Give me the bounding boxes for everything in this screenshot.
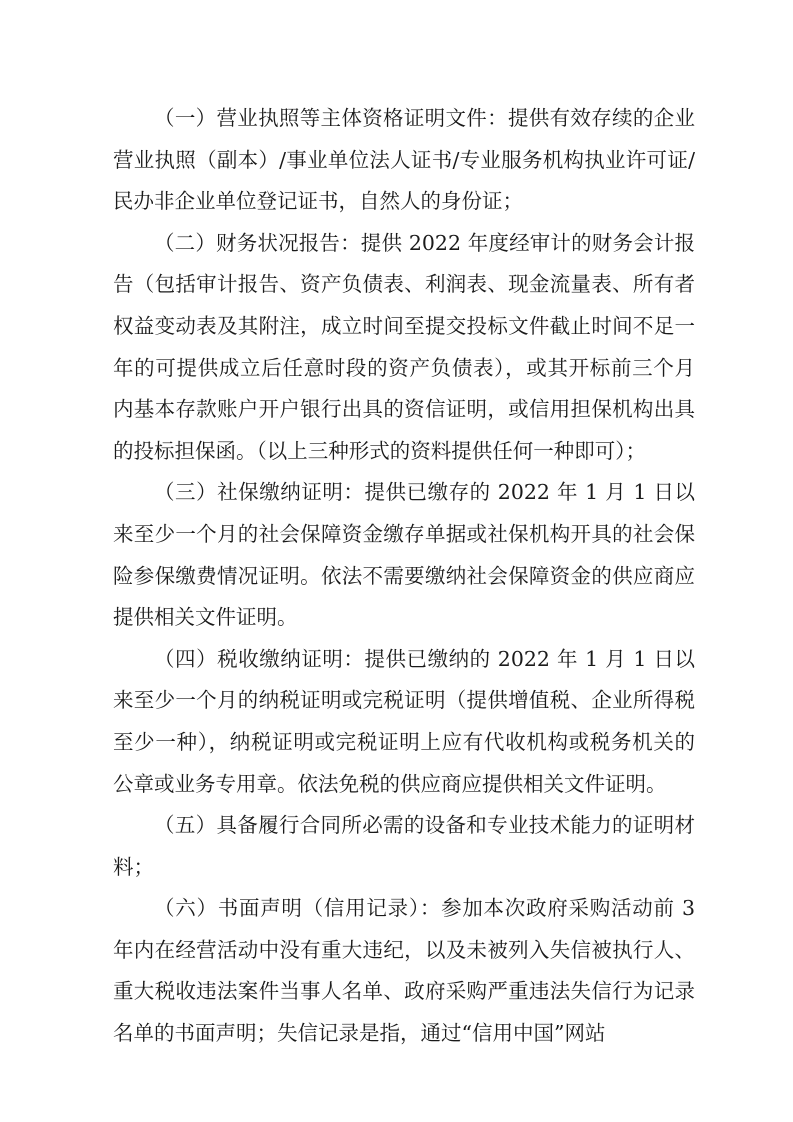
document-body — [113, 98, 695, 1055]
paragraph-tax-payment: （四）税收缴纳证明：提供已缴纳的 2022 年 1 月 1 日以来至少一个月的纳税证明或完税证明（提供增值税、企业所得税至少一种），纳税证明或完税证明上应有代收机构或税务机关的公章或业务专用章。依法免税的供应商应提供相关文件证明。 — [113, 646, 695, 796]
paragraph-financial-report: （二）财务状况报告：提供 2022 年度经审计的财务会计报告（包括审计报告、资产负债表、利润表、现金流量表、所有者权益变动表及其附注，成立时间至提交投标文件截止时间不足一年的可提供成立后任意时段的资产负债表），或其开标前三个月内基本存款账户开户银行出具的资信证明，或信用担保机构出具的投标担保函。（以上三种形式的资料提供任何一种即可）； — [113, 230, 695, 463]
paragraph-social-security: （三）社保缴纳证明：提供已缴存的 2022 年 1 月 1 日以来至少一个月的社会保障资金缴存单据或社保机构开具的社会保险参保缴费情况证明。依法不需要缴纳社会保障资金的供应商应提供相关文件证明。 — [113, 480, 695, 630]
paragraph-credit-declaration: （六）书面声明（信用记录）：参加本次政府采购活动前 3 年内在经营活动中没有重大违纪，以及未被列入失信被执行人、重大税收违法案件当事人名单、政府采购严重违法失信行为记录名单的书面声明；失信记录是指，通过“信用中国”网站 — [113, 896, 695, 1046]
paragraph-equipment-capability: （五）具备履行合同所必需的设备和专业技术能力的证明材料； — [113, 813, 695, 879]
paragraph-business-license: （一）营业执照等主体资格证明文件：提供有效存续的企业营业执照（副本）/事业单位法人证书/专业服务机构执业许可证/民办非企业单位登记证书，自然人的身份证； — [113, 106, 695, 214]
